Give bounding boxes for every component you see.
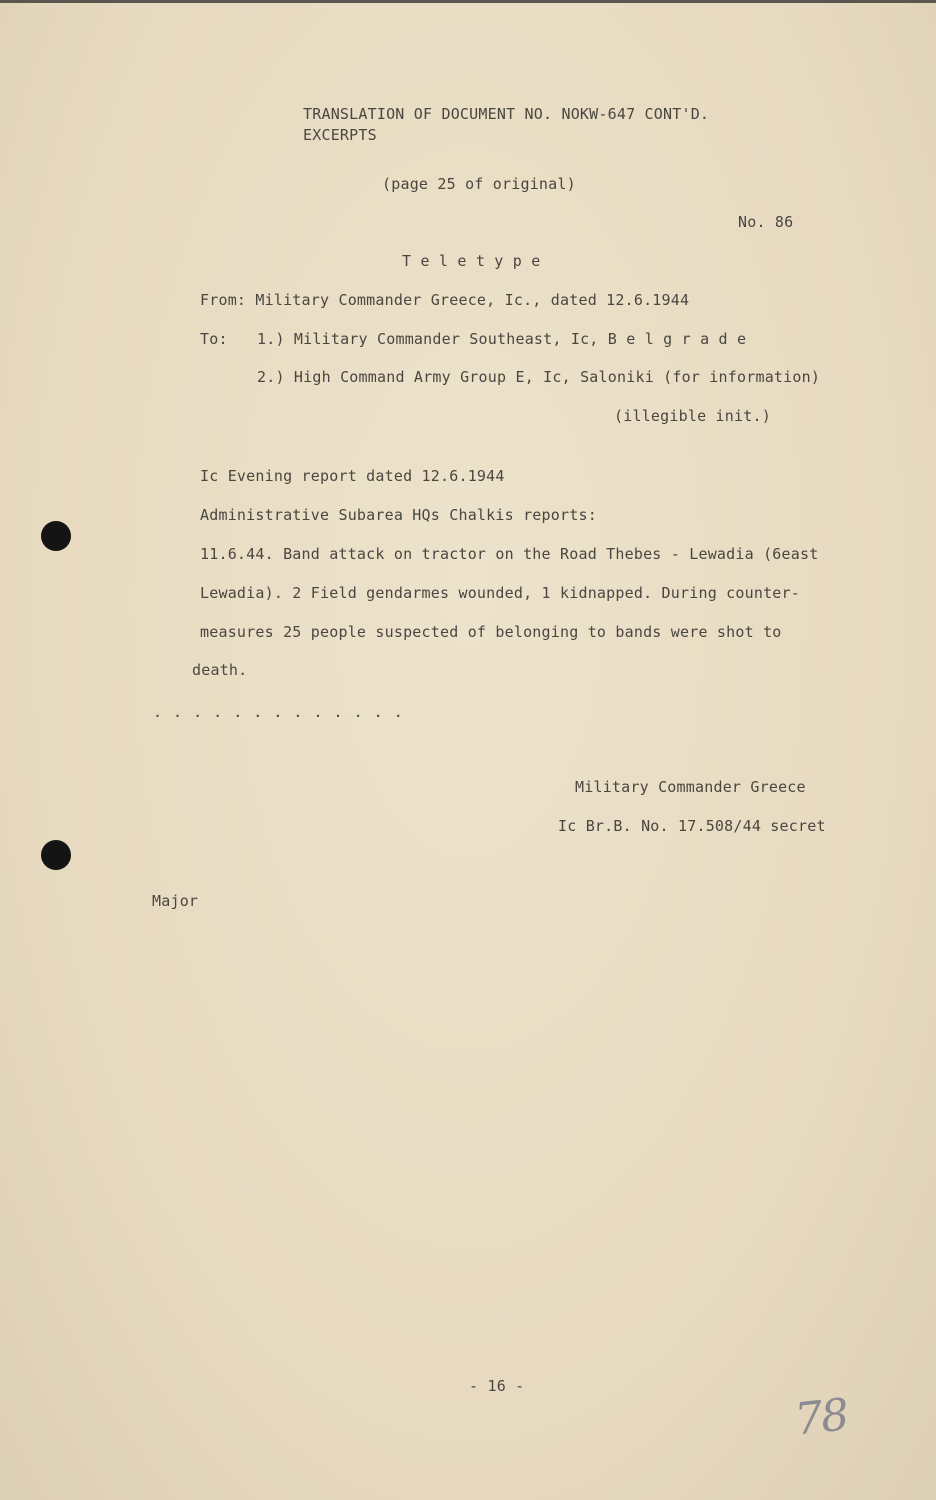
signature-reference: Ic Br.B. No. 17.508/44 secret — [558, 817, 826, 835]
document-title: TRANSLATION OF DOCUMENT NO. NOKW-647 CONT'D. — [303, 105, 710, 123]
body-line-6: death. — [192, 661, 248, 679]
body-line-3: 11.6.44. Band attack on tractor on the Road Thebes - Lewadia (6east — [200, 545, 819, 563]
body-line-5: measures 25 people suspected of belonging to bands were shot to — [200, 623, 782, 641]
handwritten-page-number: 78 — [792, 1389, 850, 1446]
signature-sender: Military Commander Greece — [575, 778, 806, 796]
page-reference: (page 25 of original) — [382, 175, 576, 193]
document-number: No. 86 — [738, 213, 794, 231]
page-top-edge — [0, 0, 936, 3]
punch-hole-top — [41, 521, 71, 551]
punch-hole-bottom — [41, 840, 71, 870]
page-number: - 16 - — [469, 1377, 525, 1395]
body-line-1: Ic Evening report dated 12.6.1944 — [200, 467, 505, 485]
initials-note: (illegible init.) — [614, 407, 771, 425]
body-line-4: Lewadia). 2 Field gendarmes wounded, 1 kidnapped. During counter- — [200, 584, 800, 602]
from-line: From: Military Commander Greece, Ic., dated 12.6.1944 — [200, 291, 690, 309]
message-type: T e l e t y p e — [402, 252, 541, 270]
body-line-2: Administrative Subarea HQs Chalkis reports: — [200, 506, 597, 524]
document-subtitle: EXCERPTS — [303, 126, 377, 144]
omission-dots: . . . . . . . . . . . . . — [153, 703, 404, 721]
recipient-2: 2.) High Command Army Group E, Ic, Saloniki (for information) — [257, 368, 821, 386]
signature-rank: Major — [152, 892, 199, 910]
to-label: To: — [200, 330, 228, 348]
recipient-1: 1.) Military Commander Southeast, Ic, B e l g r a d e — [257, 330, 747, 348]
